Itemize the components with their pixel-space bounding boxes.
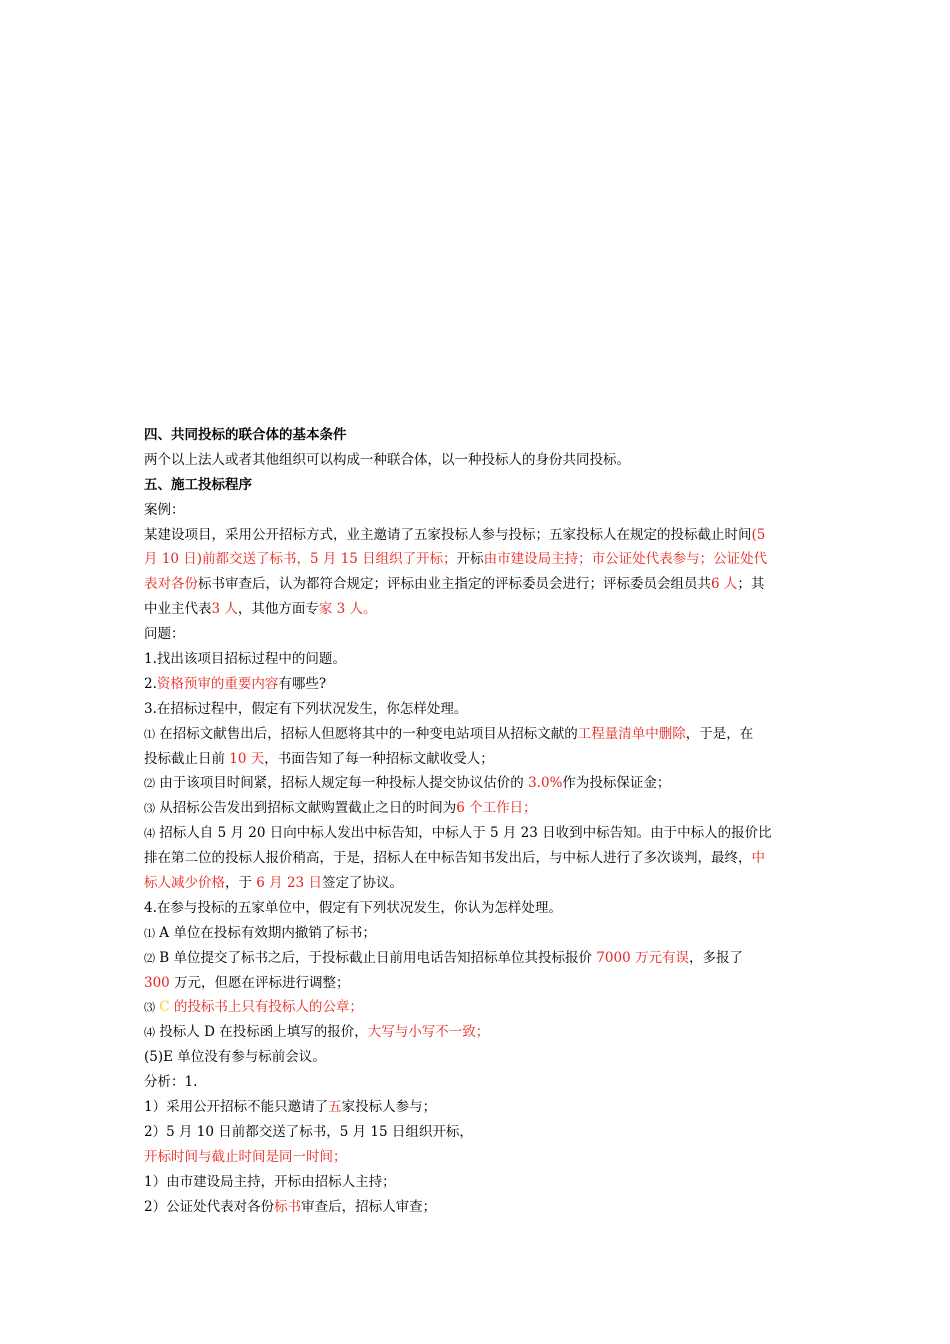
analysis-line-2: 2）5 月 10 日前都交送了标书，5 月 15 日组织开标，: [144, 1123, 473, 1140]
analysis-text: 2）公证处代表对各份: [144, 1198, 275, 1215]
case-highlight: 家 3 人。: [318, 601, 377, 618]
item-marker: ⑴: [144, 727, 155, 741]
item-highlight: 3.0%: [528, 775, 563, 792]
item-highlight: 300: [144, 974, 175, 991]
item-highlight: 的投标书上只有投标人的公章；: [169, 999, 363, 1016]
item-highlight: 7000 万元有误: [596, 949, 689, 966]
analysis-text: 1）采用公开招标不能只邀请了: [144, 1099, 329, 1116]
item-text: A 单位在投标有效期内撤销了标书；: [155, 924, 376, 941]
case-line-4: [144, 597, 812, 622]
question-3-item-3: [144, 796, 812, 821]
item-text: 从招标公告发出到招标文献购置截止之日的时间为: [155, 800, 457, 817]
case-text: ，其他方面专: [237, 601, 319, 618]
item-text: ，于: [225, 875, 257, 892]
case-highlight: 由市建设局主持；市公证处代表参与；公证处代: [483, 551, 768, 568]
item-highlight: 6 月 23 日: [256, 875, 322, 892]
question-4-item-2: [144, 946, 812, 971]
item-marker: ⑶: [144, 802, 155, 816]
case-text: 开标: [456, 551, 484, 568]
case-highlight: (5: [751, 526, 766, 543]
item-highlight: 中: [751, 850, 765, 867]
document-page: [144, 423, 812, 1220]
item-text: 签定了协议。: [321, 875, 403, 892]
item-highlight-yellow: C: [155, 999, 170, 1016]
case-line-3: [144, 572, 812, 597]
item-marker: ⑷: [144, 1026, 155, 1040]
case-text: 标书审查后，认为都符合规定；评标由业主指定的评标委员会进行；评标委员会组员共: [198, 576, 711, 593]
section4-heading: 四、共同投标的联合体的基本条件: [144, 427, 347, 443]
item-text: 由于该项目时间紧，招标人规定每一种投标人提交协议估价的: [155, 775, 529, 792]
question-text: 2.: [144, 675, 157, 692]
question-3-item-4: [144, 821, 812, 846]
case-label: 案例：: [144, 501, 185, 518]
item-text: 排在第二位的投标人报价稍高，于是，招标人在中标告知书发出后，与中标人进行了多次谈判，最终，: [144, 850, 752, 867]
question-3-item-4-cont: [144, 846, 812, 871]
item-text: 投标人 D 在投标函上填写的报价，: [155, 1024, 368, 1041]
case-line-2: [144, 547, 812, 572]
question-text: 有哪些?: [278, 675, 327, 692]
question-3: 3.在招标过程中，假定有下列状况发生，你怎样处理。: [144, 700, 468, 717]
question-4-item-2-cont: [144, 971, 812, 996]
question-4-item-3: [144, 995, 812, 1020]
case-highlight: 表对各份: [144, 576, 198, 593]
question-4-item-5: (5)E 单位没有参与标前会议。: [144, 1049, 326, 1066]
item-marker: ⑴: [144, 926, 155, 940]
question-4-item-4: [144, 1020, 812, 1045]
item-marker: ⑷: [144, 827, 155, 841]
analysis-text: 审查后，招标人审查；: [301, 1198, 437, 1215]
analysis-line-1: [144, 1095, 812, 1120]
case-line-1: [144, 523, 812, 548]
case-text: 某建设项目，采用公开招标方式，业主邀请了五家投标人参与投标；五家投标人在规定的投标截止时间: [144, 526, 752, 543]
case-highlight: 月 10 日)前都交送了标书，5 月 15 日组织了开标；: [144, 551, 457, 568]
questions-label: 问题：: [144, 626, 185, 643]
section5-heading: 五、施工投标程序: [144, 476, 252, 493]
section4-body: 两个以上法人或者其他组织可以构成一种联合体，以一种投标人的身份共同投标。: [144, 451, 630, 468]
item-highlight: 大写与小写不一致；: [367, 1024, 490, 1041]
analysis-highlight: 标书: [274, 1198, 302, 1215]
question-3-item-2: [144, 771, 812, 796]
question-4: 4.在参与投标的五家单位中，假定有下列状况发生，你认为怎样处理。: [144, 899, 562, 916]
item-text: 在招标文献售出后，招标人但愿将其中的一种变电站项目从招标文献的: [155, 725, 578, 742]
item-text: 万元，但愿在评标进行调整；: [174, 974, 350, 991]
item-highlight: 工程量清单中删除: [577, 725, 686, 742]
item-marker: ⑵: [144, 951, 155, 965]
analysis-text: 家投标人参与；: [341, 1099, 437, 1116]
item-text: ，于是，在: [685, 725, 754, 742]
analysis-line-5: [144, 1195, 812, 1220]
analysis-highlight: 五: [328, 1099, 342, 1116]
analysis-line-3: 开标时间与截止时间是同一时间；: [144, 1148, 347, 1165]
item-highlight: 标人减少价格: [144, 875, 225, 892]
question-2: [144, 672, 812, 697]
case-highlight: 6 人: [711, 576, 738, 593]
case-text: 中业主代表: [144, 601, 212, 618]
item-highlight: 10 天: [229, 750, 265, 767]
item-text: ，书面告知了每一种招标文献收受人；: [264, 750, 494, 767]
question-4-item-1: [144, 921, 812, 946]
item-marker: ⑶: [144, 1001, 155, 1015]
item-highlight: 6 个工作日；: [456, 800, 537, 817]
case-text: ；其: [737, 576, 765, 593]
question-1: 1.找出该项目招标过程中的问题。: [144, 651, 346, 668]
item-text: 作为投标保证金；: [562, 775, 671, 792]
analysis-line-4: 1）由市建设局主持，开标由招标人主持；: [144, 1173, 396, 1190]
item-text: 投标截止日前: [144, 750, 230, 767]
case-highlight: 3 人: [211, 601, 238, 618]
analysis-label: 分析：1.: [144, 1074, 198, 1091]
question-3-item-1: [144, 722, 812, 747]
item-marker: ⑵: [144, 777, 155, 791]
item-text: 招标人自 5 月 20 日向中标人发出中标告知，中标人于 5 月 23 日收到中标告知。由于中标人的报价比: [155, 825, 772, 842]
item-text: B 单位提交了标书之后，于投标截止日前用电话告知招标单位其投标报价: [155, 949, 597, 966]
question-3-item-1-cont: [144, 747, 812, 772]
question-highlight: 资格预审的重要内容: [156, 675, 279, 692]
question-3-item-4-cont2: [144, 871, 812, 896]
item-text: ，多报了: [688, 949, 743, 966]
